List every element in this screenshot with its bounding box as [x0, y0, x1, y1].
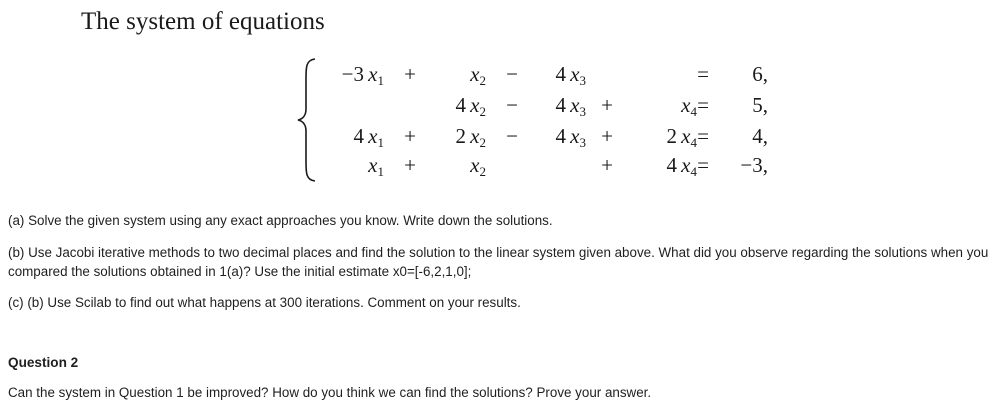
coefficient: 4 [555, 124, 571, 148]
variable [570, 62, 586, 86]
equation-row [0, 62, 1003, 88]
equation-rhs: −3, [740, 153, 768, 177]
equation-operator: − [506, 93, 518, 117]
coefficient: 4 [666, 153, 682, 177]
coefficient: 4 [455, 93, 471, 117]
variable [570, 124, 586, 148]
equation-rhs: 5, [752, 93, 768, 117]
variable-letter: x [570, 93, 580, 117]
equation-operator: + [601, 124, 613, 148]
variable-subscript: 2 [479, 164, 486, 179]
variable-letter: x [470, 153, 480, 177]
variable-letter: x [368, 153, 378, 177]
equals-sign: = [697, 124, 709, 148]
equation-term [455, 124, 486, 151]
variable-subscript: 2 [479, 135, 486, 150]
coefficient: 4 [353, 124, 369, 148]
equation-operator: + [601, 153, 613, 177]
equals-sign: = [697, 153, 709, 177]
equation-term [555, 93, 586, 120]
equation-term [353, 124, 384, 151]
variable-subscript: 4 [690, 104, 697, 119]
variable-letter: x [470, 93, 480, 117]
equation-term [342, 62, 384, 89]
equation-rhs: 4, [752, 124, 768, 148]
equation-term [368, 153, 384, 180]
variable [368, 153, 384, 177]
coefficient: −3 [341, 62, 369, 86]
variable-letter: x [470, 124, 480, 148]
equation-term [555, 62, 586, 89]
page-title: The system of equations [81, 8, 325, 35]
variable [368, 62, 384, 86]
variable-subscript: 1 [377, 73, 384, 88]
variable-letter: x [681, 124, 691, 148]
part-c-text: (c) (b) Use Scilab to find out what happens at 300 iterations. Comment on your results. [8, 295, 521, 310]
equation-rhs: 6, [752, 62, 768, 86]
variable [368, 124, 384, 148]
equation-operator: + [404, 124, 416, 148]
equals-sign: = [697, 93, 709, 117]
equation-operator: + [404, 153, 416, 177]
variable-letter: x [368, 124, 378, 148]
variable [570, 93, 586, 117]
equation-operator: + [601, 93, 613, 117]
variable-letter: x [570, 124, 580, 148]
coefficient: 2 [666, 124, 682, 148]
variable-subscript: 1 [377, 164, 384, 179]
equation-term [455, 93, 486, 120]
equation-operator: − [506, 62, 518, 86]
variable-subscript: 1 [377, 135, 384, 150]
equation-term [470, 153, 486, 180]
equation-row [0, 124, 1003, 150]
question-2-text: Can the system in Question 1 be improved? How do you think we can find the solutions? Prove your answer. [8, 385, 652, 400]
equation-row [0, 93, 1003, 119]
variable [470, 124, 486, 148]
equation-term [470, 62, 486, 89]
part-a-text: (a) Solve the given system using any exact approaches you know. Write down the solutions. [8, 213, 553, 228]
variable-letter: x [681, 93, 691, 117]
variable-subscript: 2 [479, 104, 486, 119]
variable [470, 153, 486, 177]
coefficient: 4 [555, 62, 571, 86]
variable-subscript: 2 [479, 73, 486, 88]
variable-letter: x [470, 62, 480, 86]
equation-term [555, 124, 586, 151]
variable-subscript: 4 [690, 135, 697, 150]
variable-subscript: 3 [579, 73, 586, 88]
variable [470, 93, 486, 117]
variable-subscript: 4 [690, 164, 697, 179]
equation-row [0, 153, 1003, 179]
variable-letter: x [681, 153, 691, 177]
coefficient: 2 [455, 124, 471, 148]
equals-sign: = [697, 62, 709, 86]
question-2-heading: Question 2 [8, 355, 79, 370]
part-b-text: (b) Use Jacobi iterative methods to two decimal places and find the solution to the linear system given above. What did you observe regarding the solutions when you compared the solutions obtained in 1(a)? Use the initial estimate x0=[-6,2,1,0]; [8, 245, 989, 279]
coefficient: 4 [555, 93, 571, 117]
equation-operator: − [506, 124, 518, 148]
equation-operator: + [404, 62, 416, 86]
variable-letter: x [368, 62, 378, 86]
variable-subscript: 3 [579, 104, 586, 119]
variable-letter: x [570, 62, 580, 86]
variable [470, 62, 486, 86]
variable-subscript: 3 [579, 135, 586, 150]
